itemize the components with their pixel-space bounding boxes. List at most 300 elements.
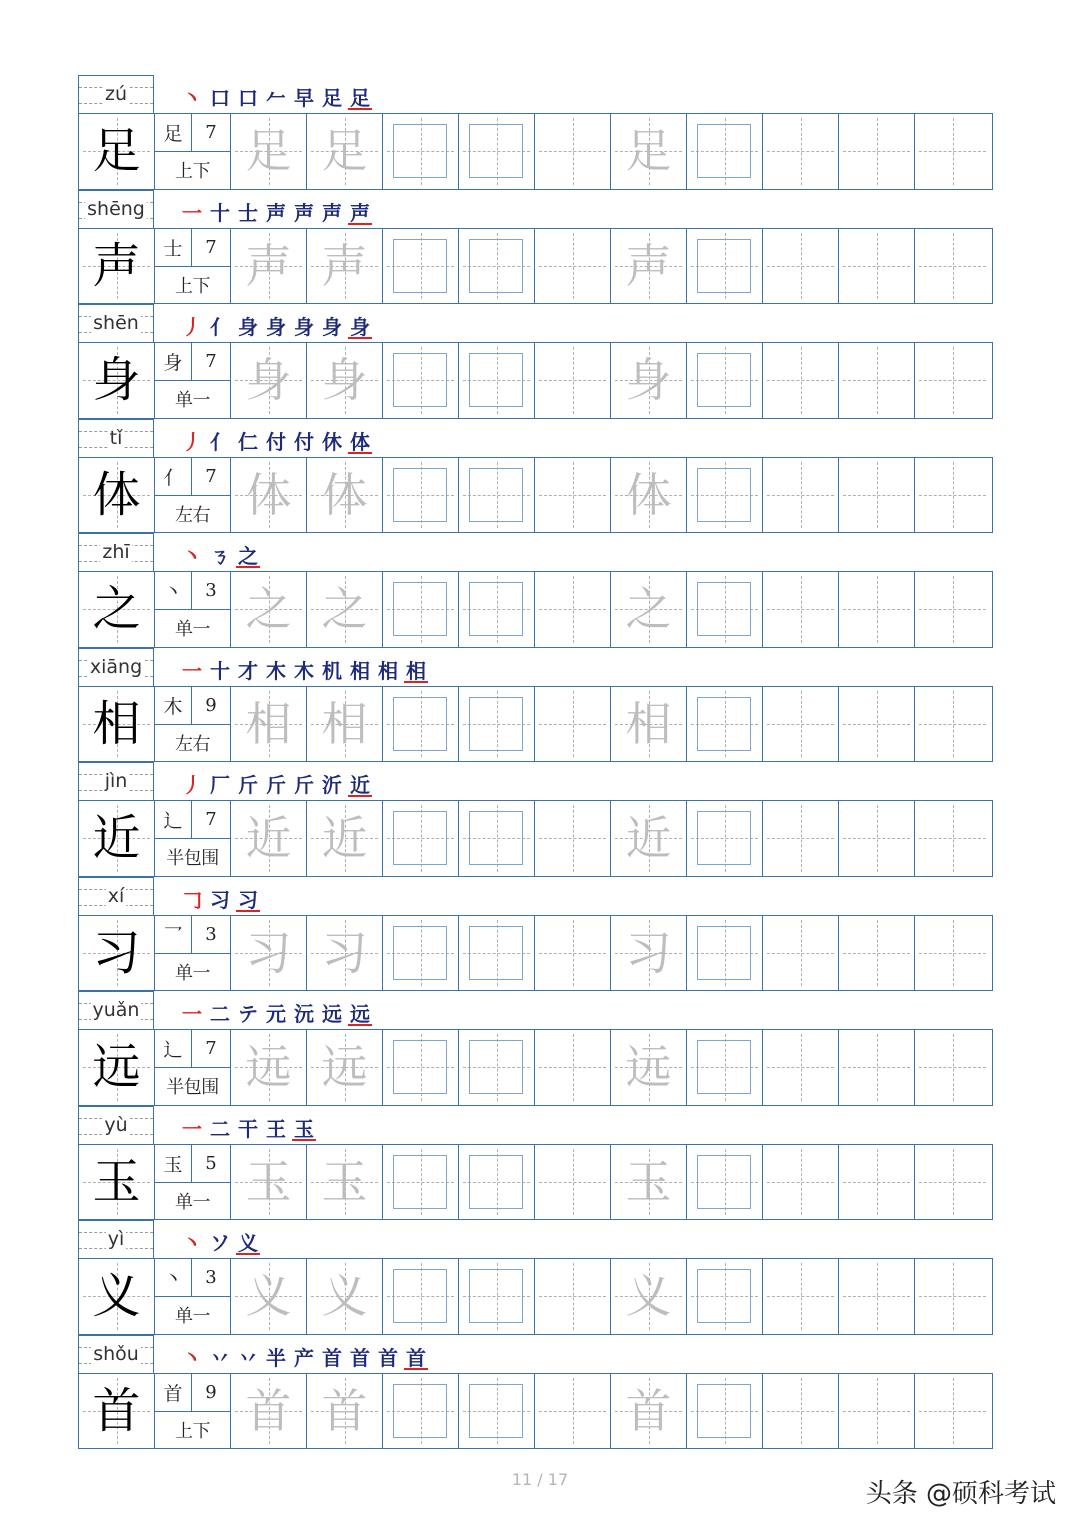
structure-type: 上下 bbox=[175, 1420, 210, 1442]
trace-cell[interactable] bbox=[611, 458, 687, 533]
trace-cell[interactable] bbox=[231, 916, 307, 991]
stroke-step: 丷 bbox=[238, 1345, 258, 1370]
trace-cell[interactable] bbox=[231, 572, 307, 647]
trace-cell[interactable] bbox=[611, 1030, 687, 1105]
trace-cell[interactable] bbox=[307, 114, 383, 189]
boxed-writing-cell[interactable] bbox=[383, 1259, 459, 1334]
stroke-step: 才 bbox=[238, 658, 258, 683]
stroke-step: 𠃌 bbox=[182, 887, 202, 912]
pinyin-box bbox=[78, 419, 154, 457]
trace-character: 远 bbox=[321, 1040, 368, 1095]
trace-character: 声 bbox=[245, 238, 292, 293]
trace-character: 身 bbox=[245, 353, 292, 408]
stroke-step: 足 bbox=[322, 86, 342, 110]
practice-row bbox=[78, 457, 993, 534]
character-entry bbox=[78, 877, 993, 992]
character-entry bbox=[78, 75, 993, 190]
character-entry bbox=[78, 419, 993, 534]
trace-cell[interactable] bbox=[307, 1145, 383, 1220]
trace-cell[interactable] bbox=[231, 1259, 307, 1334]
pinyin-box bbox=[78, 762, 154, 800]
writing-cell[interactable] bbox=[763, 801, 839, 876]
radical: 亻 bbox=[155, 458, 192, 495]
main-character-cell bbox=[79, 687, 155, 762]
pinyin: xí bbox=[107, 884, 125, 907]
stroke-step: 相 bbox=[406, 658, 426, 683]
writing-cell[interactable] bbox=[839, 916, 915, 991]
pinyin: zhī bbox=[102, 541, 130, 563]
trace-cell[interactable] bbox=[307, 229, 383, 304]
stroke-step: 丶 bbox=[182, 1231, 202, 1255]
stroke-step: 亻 bbox=[210, 429, 230, 454]
writing-cell[interactable] bbox=[839, 801, 915, 876]
stroke-step: 沅 bbox=[294, 1002, 314, 1026]
radical: 身 bbox=[155, 343, 192, 380]
boxed-writing-cell[interactable] bbox=[383, 229, 459, 304]
boxed-writing-cell[interactable] bbox=[459, 229, 535, 304]
writing-cell[interactable] bbox=[915, 916, 990, 991]
main-character-cell bbox=[79, 1030, 155, 1105]
stroke-order bbox=[180, 1111, 316, 1141]
boxed-writing-cell[interactable] bbox=[383, 1030, 459, 1105]
character-info bbox=[155, 458, 231, 533]
stroke-step: 相 bbox=[350, 658, 370, 683]
pinyin: tǐ bbox=[109, 426, 123, 449]
stroke-order bbox=[180, 195, 372, 225]
boxed-writing-cell[interactable] bbox=[459, 1030, 535, 1105]
trace-character: 习 bbox=[245, 925, 292, 980]
radical: 士 bbox=[155, 229, 192, 266]
main-character: 声 bbox=[92, 237, 141, 294]
trace-cell[interactable] bbox=[231, 801, 307, 876]
stroke-count: 3 bbox=[205, 580, 217, 601]
writing-cell[interactable] bbox=[763, 687, 839, 762]
trace-cell[interactable] bbox=[611, 801, 687, 876]
writing-cell[interactable] bbox=[915, 1145, 990, 1220]
stroke-step: 声 bbox=[294, 200, 314, 225]
boxed-writing-cell[interactable] bbox=[383, 801, 459, 876]
trace-cell[interactable] bbox=[611, 916, 687, 991]
boxed-writing-cell[interactable] bbox=[383, 687, 459, 762]
stroke-step: 亻 bbox=[210, 315, 230, 339]
stroke-count: 5 bbox=[205, 1152, 217, 1174]
writing-cell[interactable] bbox=[535, 801, 611, 876]
stroke-count: 7 bbox=[205, 1038, 217, 1059]
stroke-count: 3 bbox=[205, 1267, 217, 1288]
stroke-step: 玉 bbox=[294, 1116, 314, 1141]
boxed-writing-cell[interactable] bbox=[459, 572, 535, 647]
stroke-step: 之 bbox=[238, 544, 258, 568]
trace-cell[interactable] bbox=[307, 1259, 383, 1334]
practice-row bbox=[78, 1258, 993, 1335]
main-character: 体 bbox=[92, 466, 141, 523]
trace-character: 足 bbox=[321, 124, 368, 179]
boxed-writing-cell[interactable] bbox=[687, 572, 763, 647]
trace-character: 习 bbox=[321, 925, 368, 980]
trace-cell[interactable] bbox=[231, 458, 307, 533]
pinyin-box bbox=[78, 190, 154, 228]
stroke-step: 仁 bbox=[238, 429, 258, 454]
trace-character: 之 bbox=[321, 582, 368, 637]
stroke-step: 沂 bbox=[322, 773, 342, 797]
writing-cell[interactable] bbox=[915, 687, 990, 762]
character-entry bbox=[78, 1106, 993, 1221]
trace-cell[interactable] bbox=[307, 916, 383, 991]
structure-type: 左右 bbox=[175, 504, 210, 526]
radical: 辶 bbox=[155, 801, 192, 838]
main-character: 之 bbox=[92, 581, 141, 638]
structure-type: 半包围 bbox=[166, 848, 219, 869]
trace-character: 之 bbox=[625, 582, 672, 637]
stroke-step: 付 bbox=[266, 429, 286, 454]
writing-cell[interactable] bbox=[535, 1030, 611, 1105]
stroke-step: 丷 bbox=[210, 1345, 230, 1370]
writing-cell[interactable] bbox=[839, 1259, 915, 1334]
writing-cell[interactable] bbox=[839, 229, 915, 304]
pinyin: yì bbox=[107, 1228, 125, 1250]
stroke-step: 𠂉 bbox=[266, 86, 286, 110]
trace-character: 近 bbox=[245, 811, 292, 866]
character-info bbox=[155, 229, 231, 304]
writing-cell[interactable] bbox=[763, 1259, 839, 1334]
boxed-writing-cell[interactable] bbox=[687, 687, 763, 762]
stroke-step: 体 bbox=[350, 429, 370, 454]
main-character: 玉 bbox=[92, 1153, 141, 1210]
writing-cell[interactable] bbox=[763, 1030, 839, 1105]
stroke-step: 声 bbox=[322, 200, 342, 225]
trace-character: 体 bbox=[625, 467, 672, 522]
trace-cell[interactable] bbox=[611, 1374, 687, 1449]
boxed-writing-cell[interactable] bbox=[383, 458, 459, 533]
writing-cell[interactable] bbox=[535, 343, 611, 418]
stroke-count: 3 bbox=[205, 923, 217, 945]
writing-cell[interactable] bbox=[915, 1374, 990, 1449]
writing-cell[interactable] bbox=[535, 458, 611, 533]
stroke-step: 元 bbox=[266, 1002, 286, 1026]
stroke-count: 7 bbox=[205, 351, 217, 372]
stroke-step: 首 bbox=[406, 1345, 426, 1370]
stroke-step: 十 bbox=[210, 200, 230, 225]
trace-cell[interactable] bbox=[231, 1030, 307, 1105]
trace-cell[interactable] bbox=[611, 1145, 687, 1220]
structure-type: 上下 bbox=[175, 275, 210, 297]
main-character: 身 bbox=[92, 352, 141, 409]
pinyin: shǒu bbox=[93, 1342, 139, 1365]
stroke-step: 斤 bbox=[238, 773, 258, 797]
trace-character: 体 bbox=[245, 467, 292, 522]
character-info bbox=[155, 916, 231, 991]
trace-cell[interactable] bbox=[307, 687, 383, 762]
radical: 辶 bbox=[155, 1030, 192, 1067]
trace-character: 玉 bbox=[245, 1154, 292, 1209]
stroke-step: 一 bbox=[182, 1116, 202, 1141]
writing-cell[interactable] bbox=[763, 458, 839, 533]
stroke-step: 丶 bbox=[182, 1345, 202, 1370]
writing-cell[interactable] bbox=[839, 114, 915, 189]
trace-character: 声 bbox=[321, 238, 368, 293]
writing-cell[interactable] bbox=[763, 916, 839, 991]
character-info bbox=[155, 1374, 231, 1449]
page-indicator: 11 / 17 bbox=[511, 1470, 569, 1489]
stroke-step: 一 bbox=[182, 1002, 202, 1026]
stroke-order bbox=[180, 882, 260, 912]
stroke-step: ㄋ bbox=[210, 544, 230, 568]
trace-cell[interactable] bbox=[231, 1374, 307, 1449]
trace-cell[interactable] bbox=[307, 572, 383, 647]
stroke-order bbox=[180, 1340, 428, 1370]
writing-cell[interactable] bbox=[535, 1374, 611, 1449]
practice-row bbox=[78, 571, 993, 648]
stroke-step: 丶 bbox=[182, 544, 202, 568]
stroke-step: 身 bbox=[238, 315, 258, 339]
writing-cell[interactable] bbox=[535, 916, 611, 991]
radical: 首 bbox=[155, 1374, 192, 1411]
writing-cell[interactable] bbox=[535, 1259, 611, 1334]
writing-cell[interactable] bbox=[763, 229, 839, 304]
stroke-step: 早 bbox=[294, 86, 314, 110]
stroke-step: 身 bbox=[322, 315, 342, 339]
stroke-count: 9 bbox=[205, 694, 217, 716]
boxed-writing-cell[interactable] bbox=[383, 572, 459, 647]
pinyin-box bbox=[78, 533, 154, 571]
radical: 足 bbox=[155, 114, 192, 151]
main-character: 义 bbox=[92, 1268, 141, 1325]
boxed-writing-cell[interactable] bbox=[687, 458, 763, 533]
practice-row bbox=[78, 1144, 993, 1221]
boxed-writing-cell[interactable] bbox=[459, 687, 535, 762]
writing-cell[interactable] bbox=[915, 114, 990, 189]
stroke-step: 产 bbox=[294, 1345, 314, 1370]
trace-cell[interactable] bbox=[611, 114, 687, 189]
radical: 丶 bbox=[155, 1259, 192, 1296]
trace-cell[interactable] bbox=[231, 229, 307, 304]
writing-cell[interactable] bbox=[915, 801, 990, 876]
stroke-step: 首 bbox=[322, 1345, 342, 1370]
watermark: 头条 @硕科考试 bbox=[865, 1479, 1056, 1509]
trace-character: 远 bbox=[625, 1040, 672, 1095]
writing-cell[interactable] bbox=[839, 1030, 915, 1105]
pinyin: yuǎn bbox=[92, 999, 140, 1021]
stroke-step: 身 bbox=[294, 315, 314, 339]
boxed-writing-cell[interactable] bbox=[459, 114, 535, 189]
stroke-step: ソ bbox=[210, 1231, 230, 1255]
character-entry bbox=[78, 304, 993, 419]
boxed-writing-cell[interactable] bbox=[687, 1145, 763, 1220]
main-character-cell bbox=[79, 916, 155, 991]
boxed-writing-cell[interactable] bbox=[687, 229, 763, 304]
stroke-step: 习 bbox=[238, 887, 258, 912]
structure-type: 单一 bbox=[175, 619, 210, 640]
boxed-writing-cell[interactable] bbox=[687, 916, 763, 991]
trace-cell[interactable] bbox=[611, 687, 687, 762]
character-info bbox=[155, 114, 231, 189]
stroke-step: 远 bbox=[350, 1002, 370, 1026]
main-character: 足 bbox=[92, 123, 141, 180]
practice-row bbox=[78, 113, 993, 190]
pinyin: xiāng bbox=[89, 655, 143, 678]
writing-cell[interactable] bbox=[915, 1259, 990, 1334]
trace-character: 声 bbox=[625, 238, 672, 293]
stroke-step: 身 bbox=[266, 315, 286, 339]
boxed-writing-cell[interactable] bbox=[687, 1030, 763, 1105]
writing-cell[interactable] bbox=[839, 458, 915, 533]
pinyin-box bbox=[78, 1220, 154, 1258]
stroke-step: 声 bbox=[350, 200, 370, 225]
writing-cell[interactable] bbox=[839, 1145, 915, 1220]
stroke-step: 义 bbox=[238, 1231, 258, 1255]
boxed-writing-cell[interactable] bbox=[383, 916, 459, 991]
trace-cell[interactable] bbox=[307, 801, 383, 876]
trace-cell[interactable] bbox=[231, 1145, 307, 1220]
character-info bbox=[155, 687, 231, 762]
trace-cell[interactable] bbox=[231, 687, 307, 762]
writing-cell[interactable] bbox=[763, 1374, 839, 1449]
practice-row bbox=[78, 228, 993, 305]
boxed-writing-cell[interactable] bbox=[459, 801, 535, 876]
writing-cell[interactable] bbox=[915, 572, 990, 647]
writing-cell[interactable] bbox=[915, 1030, 990, 1105]
trace-cell[interactable] bbox=[307, 1374, 383, 1449]
trace-character: 相 bbox=[321, 696, 368, 751]
trace-cell[interactable] bbox=[307, 458, 383, 533]
stroke-order bbox=[180, 80, 372, 110]
boxed-writing-cell[interactable] bbox=[383, 1374, 459, 1449]
writing-cell[interactable] bbox=[839, 1374, 915, 1449]
boxed-writing-cell[interactable] bbox=[459, 1145, 535, 1220]
character-info bbox=[155, 1030, 231, 1105]
main-character-cell bbox=[79, 114, 155, 189]
main-character: 近 bbox=[92, 810, 141, 867]
boxed-writing-cell[interactable] bbox=[459, 1259, 535, 1334]
trace-cell[interactable] bbox=[611, 1259, 687, 1334]
structure-type: 上下 bbox=[175, 161, 210, 182]
writing-cell[interactable] bbox=[763, 572, 839, 647]
trace-character: 相 bbox=[245, 696, 292, 751]
practice-sheet bbox=[78, 75, 993, 1449]
trace-character: 之 bbox=[245, 582, 292, 637]
character-info bbox=[155, 1259, 231, 1334]
stroke-step: 身 bbox=[350, 315, 370, 339]
boxed-writing-cell[interactable] bbox=[383, 1145, 459, 1220]
practice-row bbox=[78, 800, 993, 877]
stroke-step: 休 bbox=[322, 429, 342, 454]
boxed-writing-cell[interactable] bbox=[687, 343, 763, 418]
radical: 丶 bbox=[155, 572, 192, 609]
stroke-step: 丿 bbox=[182, 773, 202, 797]
character-info bbox=[155, 343, 231, 418]
stroke-step: 厂 bbox=[210, 773, 230, 797]
boxed-writing-cell[interactable] bbox=[459, 1374, 535, 1449]
main-character-cell bbox=[79, 572, 155, 647]
boxed-writing-cell[interactable] bbox=[687, 1374, 763, 1449]
radical: 乛 bbox=[155, 916, 192, 953]
stroke-step: 十 bbox=[210, 658, 230, 683]
stroke-step: 干 bbox=[238, 1116, 258, 1141]
boxed-writing-cell[interactable] bbox=[459, 458, 535, 533]
stroke-step: 木 bbox=[266, 658, 286, 683]
boxed-writing-cell[interactable] bbox=[383, 114, 459, 189]
trace-cell[interactable] bbox=[307, 1030, 383, 1105]
main-character-cell bbox=[79, 1259, 155, 1334]
writing-cell[interactable] bbox=[535, 1145, 611, 1220]
trace-cell[interactable] bbox=[611, 572, 687, 647]
writing-cell[interactable] bbox=[535, 114, 611, 189]
pinyin: jìn bbox=[104, 770, 128, 792]
pinyin: yù bbox=[104, 1113, 128, 1136]
stroke-step: 相 bbox=[378, 658, 398, 683]
stroke-step: 斤 bbox=[266, 773, 286, 797]
writing-cell[interactable] bbox=[535, 687, 611, 762]
pinyin-box bbox=[78, 877, 154, 915]
stroke-order bbox=[180, 538, 260, 568]
pinyin: shēng bbox=[87, 197, 145, 220]
writing-cell[interactable] bbox=[535, 572, 611, 647]
boxed-writing-cell[interactable] bbox=[459, 916, 535, 991]
boxed-writing-cell[interactable] bbox=[687, 114, 763, 189]
main-character-cell bbox=[79, 458, 155, 533]
structure-type: 单一 bbox=[175, 1306, 210, 1327]
pinyin-box bbox=[78, 648, 154, 686]
character-entry bbox=[78, 762, 993, 877]
writing-cell[interactable] bbox=[839, 687, 915, 762]
trace-character: 义 bbox=[245, 1269, 292, 1324]
stroke-count: 7 bbox=[205, 465, 217, 487]
trace-character: 首 bbox=[321, 1383, 368, 1438]
trace-character: 首 bbox=[625, 1383, 672, 1438]
radical: 木 bbox=[155, 687, 192, 724]
boxed-writing-cell[interactable] bbox=[687, 801, 763, 876]
trace-cell[interactable] bbox=[307, 343, 383, 418]
practice-row bbox=[78, 1373, 993, 1450]
writing-cell[interactable] bbox=[839, 572, 915, 647]
practice-row bbox=[78, 686, 993, 763]
pinyin-box bbox=[78, 1106, 154, 1144]
practice-row bbox=[78, 915, 993, 992]
main-character-cell bbox=[79, 1145, 155, 1220]
trace-cell[interactable] bbox=[611, 343, 687, 418]
writing-cell[interactable] bbox=[763, 343, 839, 418]
structure-type: 单一 bbox=[175, 1191, 210, 1213]
writing-cell[interactable] bbox=[915, 343, 990, 418]
trace-cell[interactable] bbox=[611, 229, 687, 304]
writing-cell[interactable] bbox=[839, 343, 915, 418]
trace-character: 近 bbox=[321, 811, 368, 866]
stroke-step: 一 bbox=[182, 200, 202, 225]
trace-cell[interactable] bbox=[231, 343, 307, 418]
writing-cell[interactable] bbox=[915, 458, 990, 533]
boxed-writing-cell[interactable] bbox=[459, 343, 535, 418]
stroke-step: 远 bbox=[322, 1002, 342, 1026]
character-info bbox=[155, 1145, 231, 1220]
character-info bbox=[155, 572, 231, 647]
writing-cell[interactable] bbox=[763, 1145, 839, 1220]
pinyin: shēn bbox=[93, 312, 139, 334]
pinyin: zú bbox=[104, 83, 127, 105]
character-entry bbox=[78, 1335, 993, 1450]
writing-cell[interactable] bbox=[535, 229, 611, 304]
boxed-writing-cell[interactable] bbox=[687, 1259, 763, 1334]
boxed-writing-cell[interactable] bbox=[383, 343, 459, 418]
stroke-step: 半 bbox=[266, 1345, 286, 1370]
trace-cell[interactable] bbox=[231, 114, 307, 189]
writing-cell[interactable] bbox=[763, 114, 839, 189]
writing-cell[interactable] bbox=[915, 229, 990, 304]
trace-character: 体 bbox=[321, 467, 368, 522]
character-entry bbox=[78, 190, 993, 305]
stroke-order bbox=[180, 1225, 260, 1255]
stroke-step: 机 bbox=[322, 658, 342, 683]
stroke-step: 丿 bbox=[182, 315, 202, 339]
